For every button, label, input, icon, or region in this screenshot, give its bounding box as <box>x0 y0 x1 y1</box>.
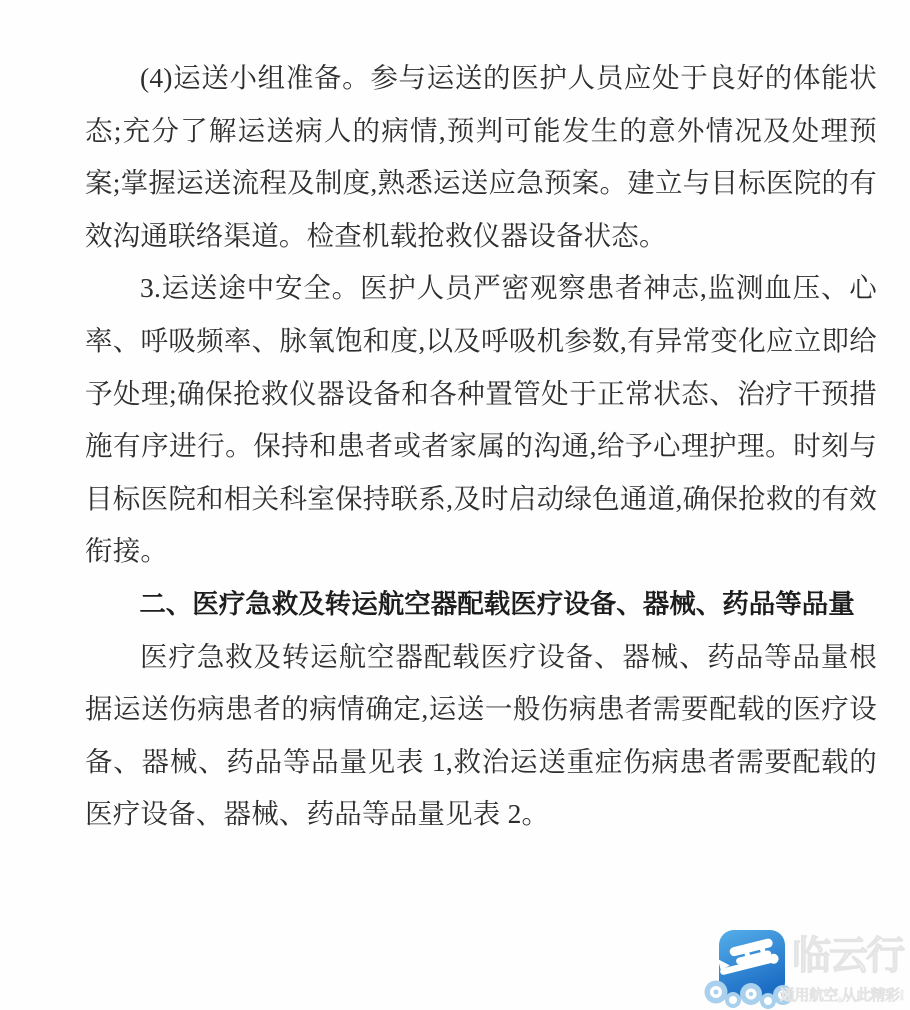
document-body <box>85 52 877 841</box>
paragraph-transport-team-preparation: (4)运送小组准备。参与运送的医护人员应处于良好的体能状态;充分了解运送病人的病情,预判可能发生的意外情况及处理预案;掌握运送流程及制度,熟悉运送应急预案。建立与目标医院的有效沟通联络渠道。检查机载抢救仪器设备状态。 <box>85 62 877 251</box>
section-heading: 二、医疗急救及转运航空器配载医疗设备、器械、药品等品量 <box>139 588 855 619</box>
brand-watermark <box>702 925 910 1010</box>
paragraph-equipment-quantity: 医疗急救及转运航空器配载医疗设备、器械、药品等品量根据运送伤病患者的病情确定,运送一般伤病患者需要配载的医疗设备、器械、药品等品量见表 1,救治运送重症伤病患者需要配载的医疗设备、器械、药品等品量见表 2。 <box>85 640 877 830</box>
brand-name-watermark: 临云行 <box>792 935 904 978</box>
brand-slogan-watermark: 通用航空,从此精彩! <box>779 987 904 1004</box>
paragraph-inflight-safety: 3.运送途中安全。医护人员严密观察患者神志,监测血压、心率、呼吸频率、脉氧饱和度,以及呼吸机参数,有异常变化应立即给予处理;确保抢救仪器设备和各种置管处于正常状态、治疗干预措施有序进行。保持和患者或者家属的沟通,给予心理护理。时刻与目标医院和相关科室保持联系,及时启动绿色通道,确保抢救的有效衔接。 <box>85 272 877 567</box>
